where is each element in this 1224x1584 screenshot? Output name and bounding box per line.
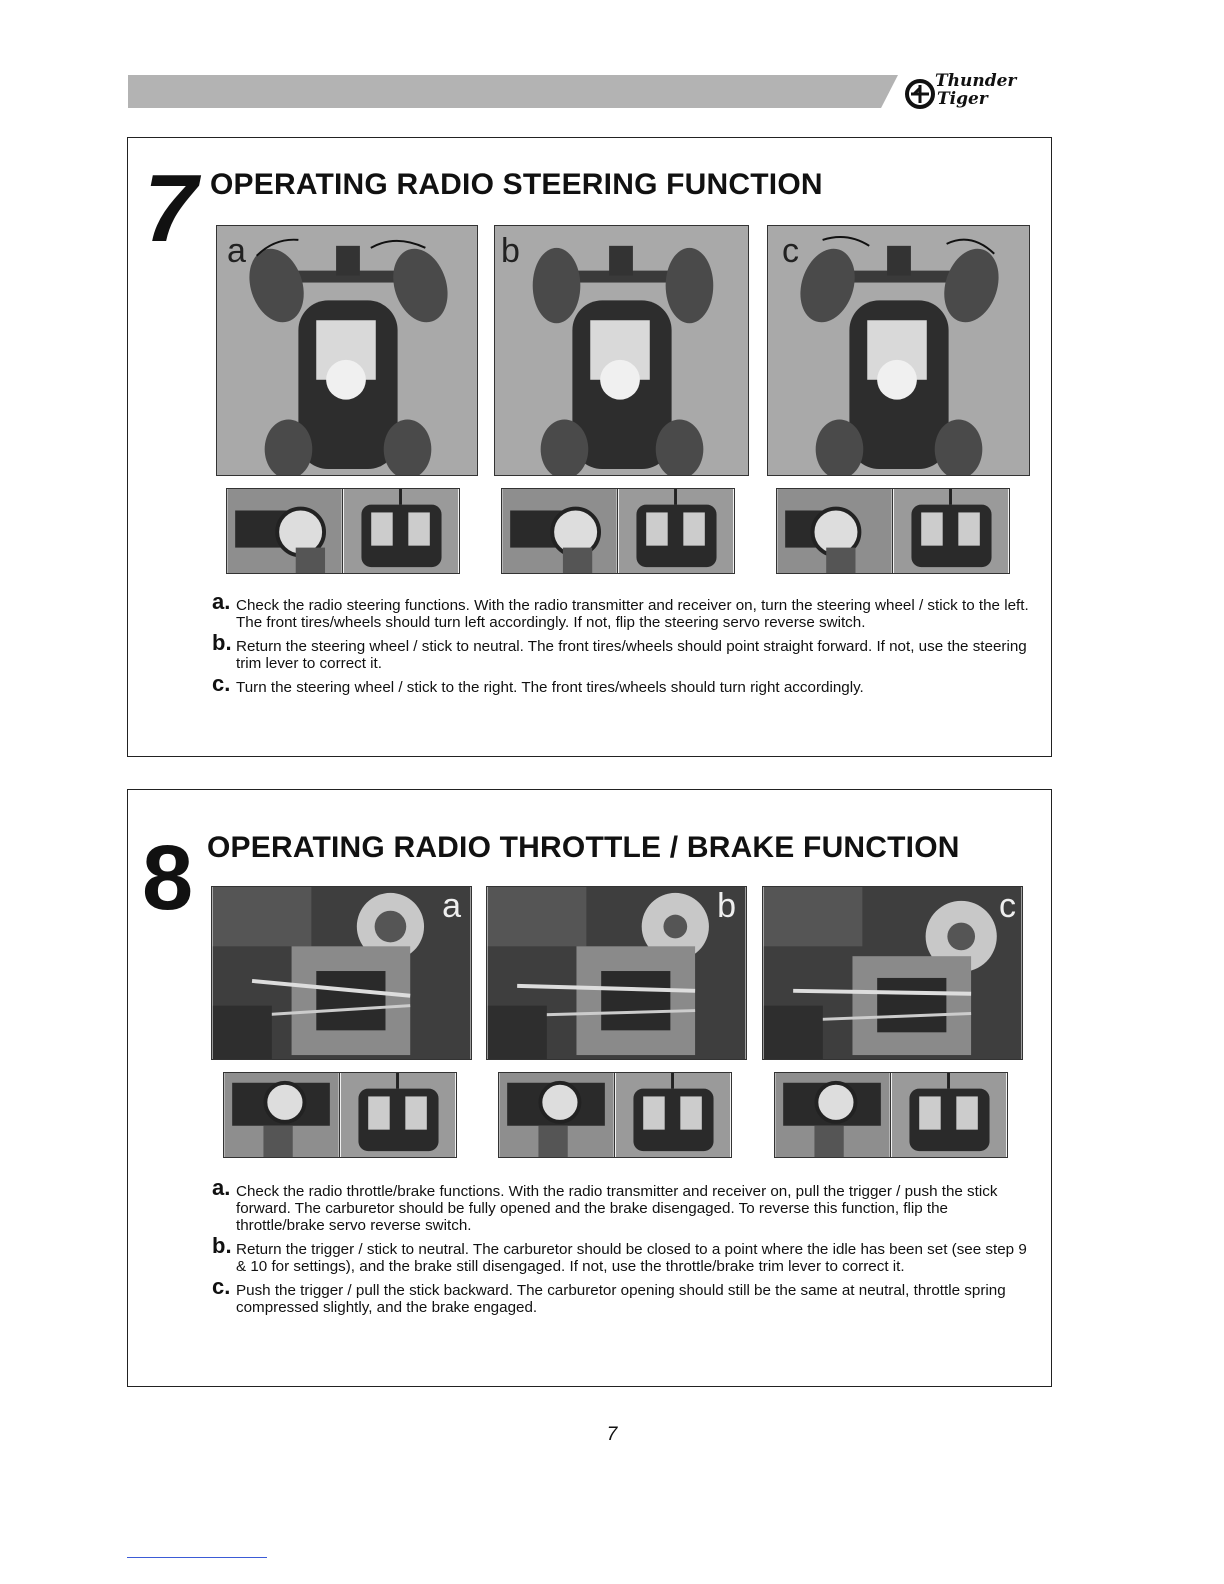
- instruction-letter: a.: [212, 589, 231, 614]
- instruction-letter: b.: [212, 630, 232, 655]
- footnote-rule: [127, 1557, 267, 1558]
- wheel-transmitter-image: [499, 1073, 615, 1157]
- instruction-letter: c.: [212, 671, 231, 696]
- instruction-letter: b.: [212, 1233, 232, 1258]
- car-topview-left-image: [217, 226, 477, 475]
- step7-photo-a: [216, 225, 478, 476]
- step7-transmitter-c: [776, 488, 1010, 574]
- logo-line1: Thunder: [935, 71, 1017, 91]
- car-topview-neutral-image: [495, 226, 748, 475]
- step8-number: 8: [142, 827, 194, 929]
- step7-panel: [127, 137, 1052, 757]
- step7-photo-c-label: c: [782, 232, 799, 270]
- instruction-text: Check the radio steering functions. With the radio transmitter and receiver on, turn the steering wheel / stick to the left. The front tires/wheels should turn left accordingly. If not, flip the steering servo reverse switch.: [236, 597, 1029, 631]
- carburetor-neutral-image: [487, 887, 746, 1059]
- instruction-text: Check the radio throttle/brake functions. With the radio transmitter and receiver on, pull the trigger / push the stick forward. The carburetor should be fully opened and the brake disengaged. To reverse this function, flip the throttle/brake servo reverse switch.: [236, 1183, 998, 1234]
- wheel-transmitter-image: [224, 1073, 340, 1157]
- stick-transmitter-image: [893, 489, 1009, 573]
- step8-photo-a-label: a: [442, 887, 461, 925]
- instruction-letter: a.: [212, 1175, 231, 1200]
- step8-transmitter-a: [223, 1072, 457, 1158]
- carburetor-brake-image: [763, 887, 1022, 1059]
- step7-number: 7: [144, 155, 198, 262]
- step7-title: OPERATING RADIO STEERING FUNCTION: [210, 168, 823, 201]
- instruction-text: Push the trigger / pull the stick backward. The carburetor opening should still be the same at neutral, throttle spring compressed slightly, and the brake engaged.: [236, 1282, 1006, 1316]
- instruction-text: Return the steering wheel / stick to neutral. The front tires/wheels should point straight forward. If not, use the steering trim lever to correct it.: [236, 638, 1027, 672]
- instruction-letter: c.: [212, 1274, 231, 1299]
- step8-instruction-b: [208, 1233, 1030, 1275]
- step8-transmitter-c: [774, 1072, 1008, 1158]
- logo-wordmark: [935, 72, 1016, 108]
- step8-instruction-c: [208, 1274, 1030, 1316]
- step8-title: OPERATING RADIO THROTTLE / BRAKE FUNCTION: [207, 831, 960, 864]
- step7-photo-c: [767, 225, 1030, 476]
- wheel-transmitter-image: [502, 489, 618, 573]
- step7-photo-b-label: b: [501, 232, 520, 270]
- wheel-transmitter-image: [777, 489, 893, 573]
- instruction-text: Turn the steering wheel / stick to the right. The front tires/wheels should turn right accordingly.: [236, 679, 864, 696]
- step8-instructions: [208, 1175, 1030, 1323]
- stick-transmitter-image: [891, 1073, 1007, 1157]
- step8-transmitter-b: [498, 1072, 732, 1158]
- step8-photo-b-label: b: [717, 887, 736, 925]
- step7-instruction-c: [208, 671, 1033, 696]
- step7-transmitter-b: [501, 488, 735, 574]
- stick-transmitter-image: [340, 1073, 456, 1157]
- logo-line2: Tiger: [937, 89, 988, 109]
- thunder-tiger-logo: [905, 72, 1025, 116]
- stick-transmitter-image: [615, 1073, 731, 1157]
- step7-photo-a-label: a: [227, 232, 246, 270]
- step7-transmitter-a: [226, 488, 460, 574]
- logo-emblem-icon: [905, 74, 935, 114]
- step8-photo-a: [211, 886, 472, 1060]
- stick-transmitter-image: [343, 489, 459, 573]
- car-topview-right-image: [768, 226, 1029, 475]
- wheel-transmitter-image: [775, 1073, 891, 1157]
- instruction-text: Return the trigger / stick to neutral. The carburetor should be closed to a point where the idle has been set (see step 9 & 10 for settings), and the brake still disengaged. If not, use the throttle/brake trim lever to correct it.: [236, 1241, 1027, 1275]
- step8-photo-b: [486, 886, 747, 1060]
- header-bar: [128, 75, 898, 108]
- step8-panel: [127, 789, 1052, 1387]
- step8-instruction-a: [208, 1175, 1030, 1234]
- step8-photo-c: [762, 886, 1023, 1060]
- wheel-transmitter-image: [227, 489, 343, 573]
- step8-photo-c-label: c: [999, 887, 1016, 925]
- step7-instructions: [208, 589, 1033, 703]
- step7-instruction-a: [208, 589, 1033, 631]
- step7-instruction-b: [208, 630, 1033, 672]
- page-number: 7: [606, 1424, 618, 1445]
- carburetor-open-image: [212, 887, 471, 1059]
- stick-transmitter-image: [618, 489, 734, 573]
- step7-photo-b: [494, 225, 749, 476]
